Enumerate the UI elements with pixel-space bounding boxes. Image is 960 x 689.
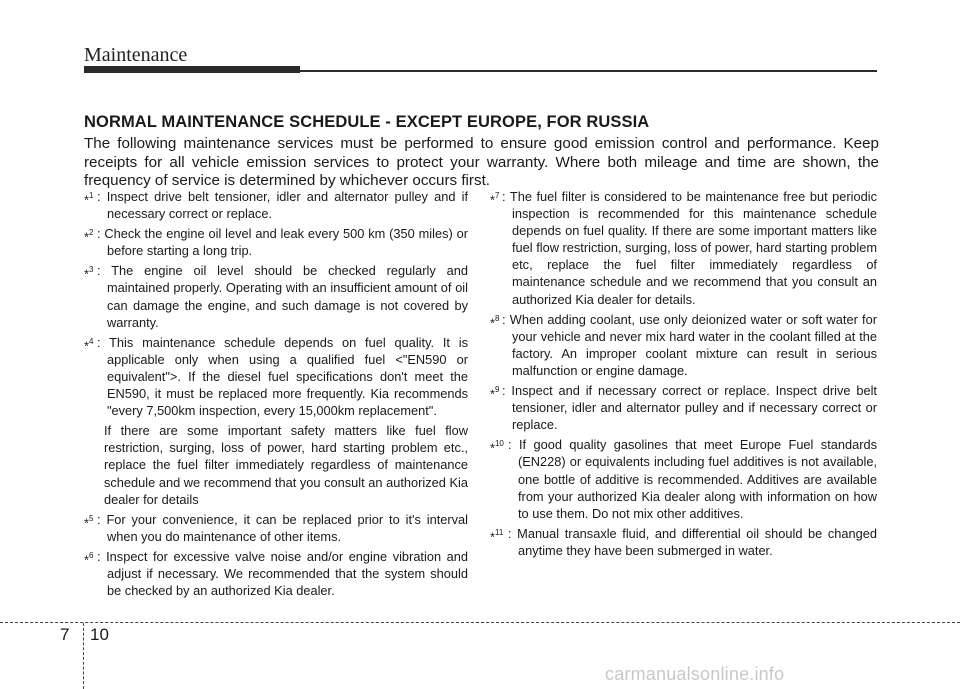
footnote-text: : When adding coolant, use only deionized water or soft water for your vehicle and never mix hard water in the coolant filled at the factory. An improper coolant mixture can result in serious malfunction or engine damage. bbox=[502, 311, 877, 378]
footnote-marker: *$^8$ bbox=[490, 313, 500, 330]
footnote-text: : Manual transaxle fluid, and differential oil should be changed anytime they have been submerged in water. bbox=[508, 525, 877, 558]
footnote-text: : For your convenience, it can be replaced prior to it's interval when you do maintenance of other items. bbox=[97, 511, 468, 544]
footnote-text: : Inspect and if necessary correct or replace. Inspect drive belt tensioner, idler and alternator pulley and if necessary correct or replace. bbox=[502, 383, 877, 433]
footnote bbox=[84, 188, 468, 222]
footnote-text: : The engine oil level should be checked regularly and maintained properly. Operating with an insufficient amount of oil can damage the engine, and such damage is not covered by warranty. bbox=[97, 263, 468, 330]
footnote bbox=[490, 311, 877, 379]
page-number: 10 bbox=[90, 625, 109, 644]
notes-column-right bbox=[490, 188, 877, 562]
intro-paragraph: The following maintenance services must be performed to ensure good emission control and performance. Keep receipts for all vehicle emission services to protect your warranty. Where both mileage and time are shown, the frequency of service is determined by whichever occurs first. bbox=[84, 135, 879, 189]
footnote bbox=[490, 382, 877, 433]
header-title: Maintenance bbox=[84, 44, 188, 66]
footnote bbox=[490, 188, 877, 308]
notes-column-left bbox=[84, 188, 468, 602]
footnote bbox=[490, 436, 877, 521]
footnote-text: : If good quality gasolines that meet Europe Fuel standards (EN228) or equivalents including fuel additives is not available, one bottle of additive is recommended. Additives are available from your authorized Kia dealer along with information on how to use them. Do not mix other additives. bbox=[508, 437, 877, 521]
footnote bbox=[84, 262, 468, 330]
footnote-marker: *$^3$ bbox=[84, 265, 94, 282]
footnote-text: : Inspect for excessive valve noise and/or engine vibration and adjust if necessary. We recommended that the system should be checked by an authorized Kia dealer. bbox=[97, 548, 468, 599]
footer-divider bbox=[0, 622, 960, 623]
footer-vertical-divider bbox=[83, 623, 84, 689]
footnote-marker: *$^9$ bbox=[490, 385, 500, 402]
footnote-text: : Inspect drive belt tensioner, idler and alternator pulley and if necessary correct or replace. bbox=[97, 189, 468, 222]
chapter-number: 7 bbox=[60, 625, 70, 644]
footnote-marker: *$^2$ bbox=[84, 228, 94, 245]
footnote bbox=[84, 548, 468, 599]
footnote-marker: *$^7$ bbox=[490, 191, 500, 208]
footnote-marker: *$^{11}$ bbox=[490, 527, 504, 545]
footnote-marker: *$^5$ bbox=[84, 513, 94, 530]
footnote-marker: *$^{10}$ bbox=[490, 439, 504, 456]
footnote bbox=[490, 525, 877, 559]
header-rule-thin bbox=[300, 70, 877, 72]
section-title: NORMAL MAINTENANCE SCHEDULE - EXCEPT EUROPE, FOR RUSSIA bbox=[84, 113, 650, 131]
footnote-text: : The fuel filter is considered to be maintenance free but periodic inspection is recommended for this maintenance schedule depends on fuel quality. If there are some important matters like fuel flow restriction, surging, loss of power, hard starting problem etc, replace the fuel filter immediately regardless of maintenance schedule and we recommend that you consult an authorized Kia dealer for details. bbox=[502, 189, 877, 307]
footnote-text: : Check the engine oil level and leak every 500 km (350 miles) or before starting a long trip. bbox=[97, 226, 468, 259]
footnote-continuation: If there are some important safety matters like fuel flow restriction, surging, loss of power, hard starting problem etc., replace the fuel filter immediately regardless of maintenance schedule and we recommend that you consult an authorized Kia dealer for details bbox=[104, 423, 468, 507]
footnote bbox=[84, 334, 468, 419]
watermark: carmanualsonline.info bbox=[605, 664, 785, 684]
footnote bbox=[84, 225, 468, 259]
footnote bbox=[84, 511, 468, 545]
header-rule-thick bbox=[84, 66, 300, 73]
footnote-marker: *$^6$ bbox=[84, 550, 94, 568]
footnote-marker: *$^4$ bbox=[84, 336, 94, 354]
footnote-marker: *$^1$ bbox=[84, 191, 94, 208]
footnote-text: : This maintenance schedule depends on fuel quality. It is applicable only when using a qualified fuel <"EN590 or equivalent">. If the diesel fuel specifications don't meet the EN590, it must be replaced more frequently. Kia recommends "every 7,500km inspection, every 15,000km replacement". bbox=[97, 334, 468, 419]
